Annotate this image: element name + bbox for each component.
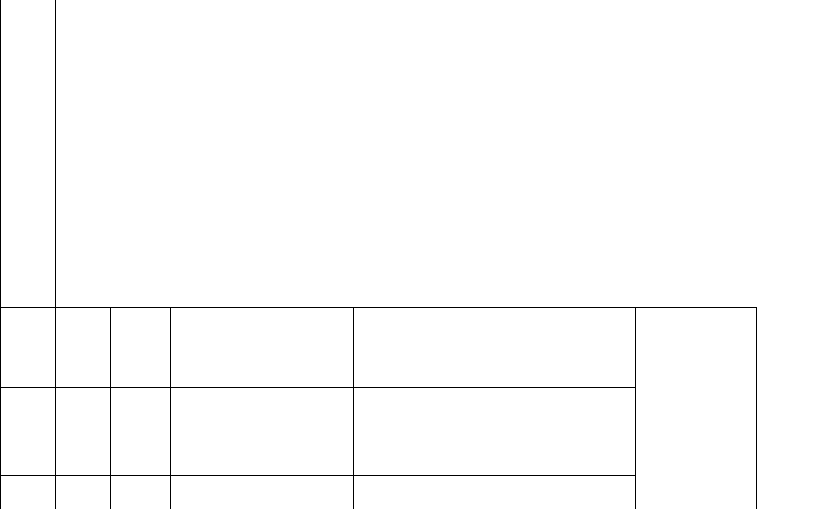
grid-line (635, 307, 636, 509)
grid-line (55, 0, 56, 509)
grid-line (0, 475, 636, 476)
grid-line (0, 307, 757, 308)
grid-line (0, 387, 636, 388)
grid-line (110, 307, 111, 509)
grid-line (0, 0, 1, 509)
grid-line (353, 307, 354, 509)
grid-line (170, 307, 171, 509)
grid-line (756, 307, 757, 509)
